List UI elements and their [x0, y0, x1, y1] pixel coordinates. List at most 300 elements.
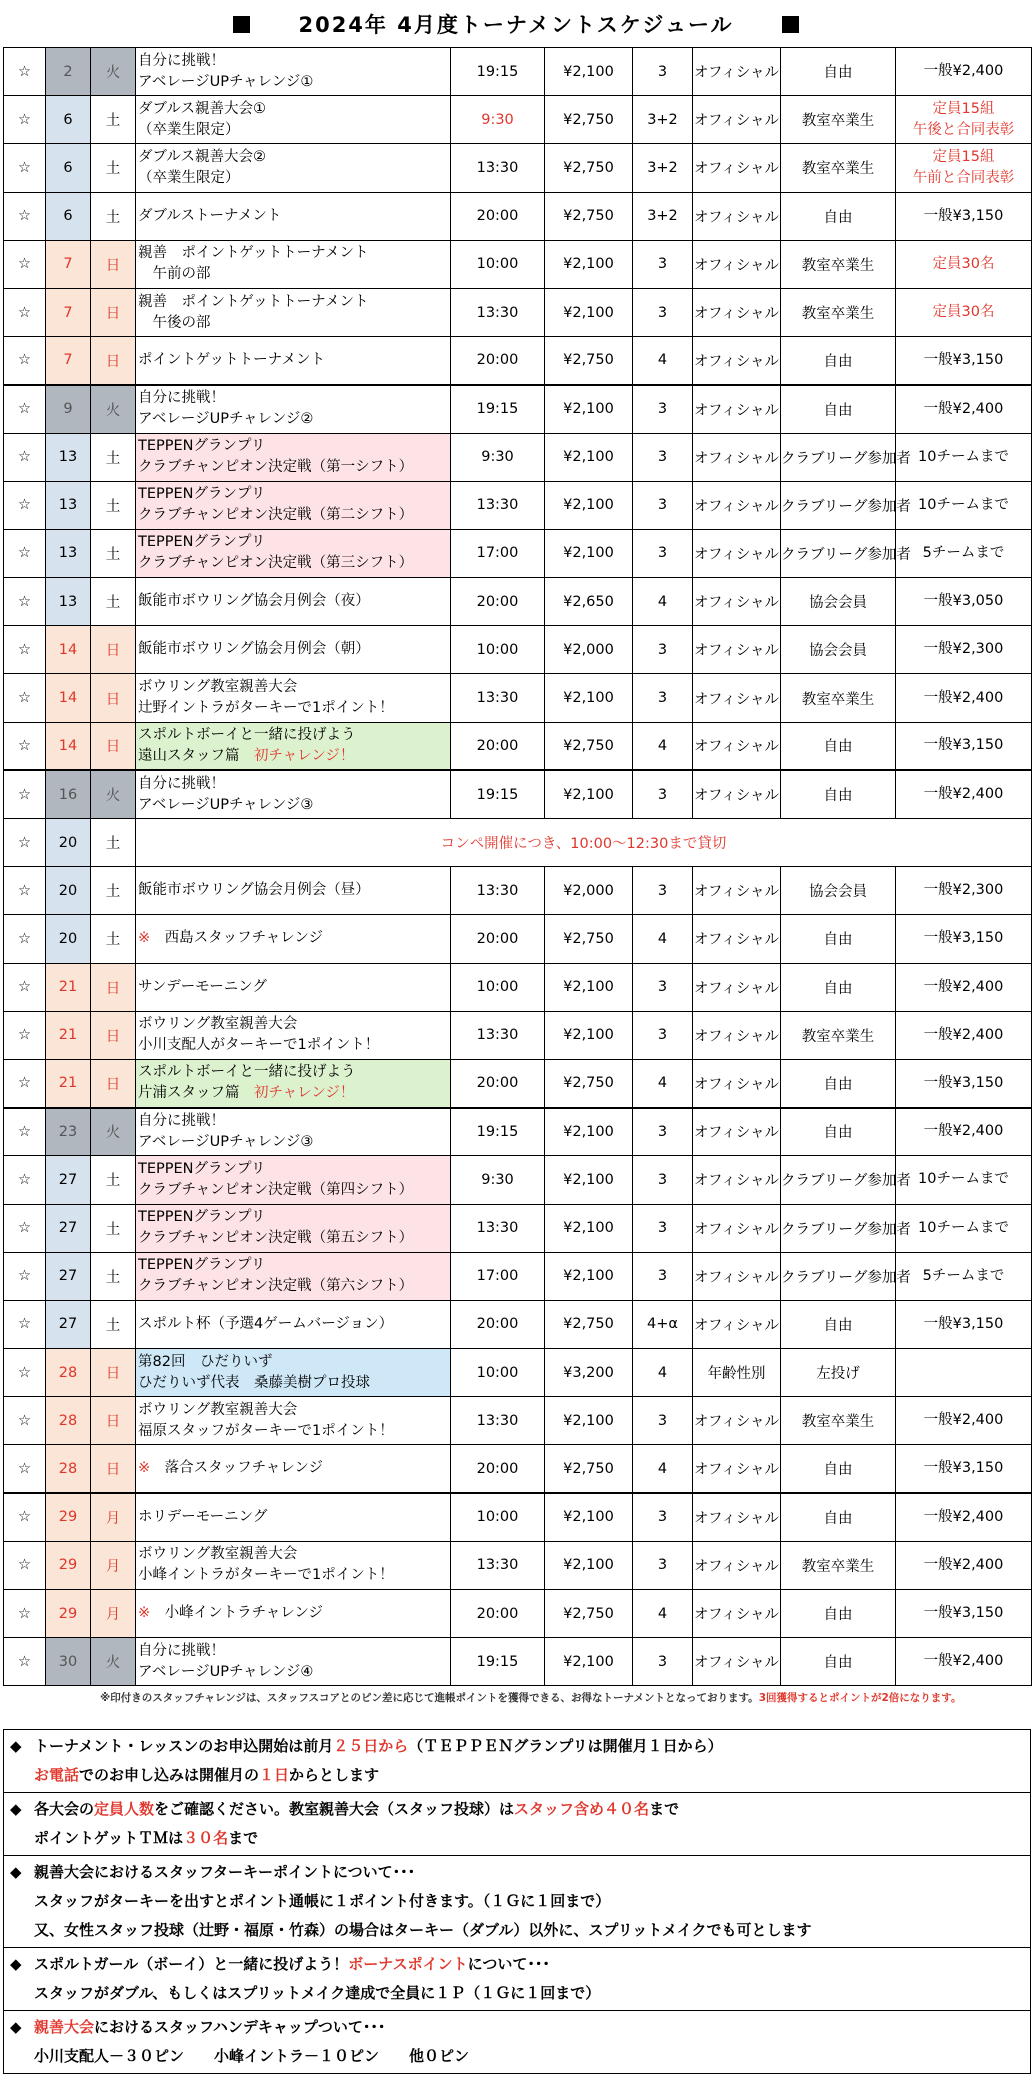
- note-cell: [896, 1011, 1032, 1059]
- target-cell: 協会会員: [781, 578, 896, 626]
- weekday-cell: 日: [91, 963, 136, 1011]
- time-cell: 20:00: [451, 722, 545, 770]
- note-cell: [896, 385, 1032, 433]
- info-cell: [4, 1948, 1031, 2011]
- time-cell: 10:00: [451, 1349, 545, 1397]
- star-icon: ☆: [4, 481, 46, 529]
- lane-cell: オフィシャル: [693, 867, 781, 915]
- day-cell: 14: [46, 674, 91, 722]
- star-icon: ☆: [4, 1493, 46, 1541]
- table-row: [4, 1541, 1032, 1589]
- price-cell: ¥2,750: [545, 1445, 633, 1493]
- info-cell: [4, 2011, 1031, 2074]
- event-name-line: スポルトボーイと一緒に投げよう: [138, 1064, 356, 1081]
- price-cell: ¥2,750: [545, 1590, 633, 1638]
- price-cell: ¥2,100: [545, 1638, 633, 1686]
- time-cell: 20:00: [451, 1059, 545, 1107]
- lane-cell: オフィシャル: [693, 1156, 781, 1204]
- event-name-line: 辻野イントラがターキーで1ポイント！: [138, 700, 394, 717]
- footnote: [100, 1690, 961, 1705]
- lane-cell: オフィシャル: [693, 1108, 781, 1156]
- time-cell: 13:30: [451, 481, 545, 529]
- note-line: 一般¥2,400: [923, 1123, 1004, 1140]
- lane-cell: オフィシャル: [693, 1590, 781, 1638]
- price-cell: ¥3,200: [545, 1349, 633, 1397]
- price-cell: ¥2,100: [545, 1252, 633, 1300]
- day-cell: 21: [46, 1011, 91, 1059]
- info-line: [10, 1950, 1024, 1979]
- star-icon: ☆: [4, 1204, 46, 1252]
- event-name-cell: [136, 915, 451, 963]
- event-name-cell: [136, 144, 451, 192]
- info-text: 親善大会: [34, 2018, 95, 2036]
- price-cell: ¥2,750: [545, 192, 633, 240]
- target-cell: 教室卒業生: [781, 288, 896, 336]
- diamond-icon: ◆: [10, 1737, 22, 1755]
- page-title: [0, 0, 1032, 48]
- table-row: [4, 48, 1032, 96]
- note-line: 一般¥2,400: [923, 786, 1004, 803]
- time-cell: 17:00: [451, 1252, 545, 1300]
- games-cell: 3: [633, 770, 693, 818]
- note-line: 一般¥2,400: [923, 1412, 1004, 1429]
- event-name-line: （卒業生限定）: [138, 169, 240, 186]
- games-cell: 3: [633, 1397, 693, 1445]
- target-cell: 左投げ: [781, 1349, 896, 1397]
- info-row: [4, 1948, 1031, 2011]
- event-name-line: 小峰イントラチャレンジ: [150, 1605, 323, 1622]
- games-cell: 3: [633, 963, 693, 1011]
- star-icon: ☆: [4, 722, 46, 770]
- event-name-line: 自分に挑戦！: [138, 775, 225, 792]
- games-cell: 3: [633, 1638, 693, 1686]
- weekday-cell: 日: [91, 1349, 136, 1397]
- target-cell: 自由: [781, 385, 896, 433]
- weekday-cell: 日: [91, 1397, 136, 1445]
- event-name-cell: [136, 1638, 451, 1686]
- star-icon: ☆: [4, 529, 46, 577]
- event-name-line: サンデーモーニング: [138, 978, 267, 995]
- price-cell: ¥2,100: [545, 1541, 633, 1589]
- games-cell: 4: [633, 578, 693, 626]
- games-cell: 3: [633, 1156, 693, 1204]
- event-name-cell: [136, 674, 451, 722]
- games-cell: 3+2: [633, 192, 693, 240]
- star-icon: ☆: [4, 915, 46, 963]
- day-cell: 23: [46, 1108, 91, 1156]
- info-body: [4, 1730, 1031, 2074]
- price-cell: ¥2,100: [545, 1156, 633, 1204]
- info-text: ３０名: [183, 1829, 229, 1847]
- note-cell: [896, 963, 1032, 1011]
- title-text: 2024年 4月度トーナメントスケジュール: [298, 13, 734, 37]
- note-line: 一般¥3,150: [923, 351, 1004, 368]
- weekday-cell: 月: [91, 1541, 136, 1589]
- games-cell: 3: [633, 240, 693, 288]
- target-cell: 自由: [781, 1638, 896, 1686]
- note-line: 一般¥3,150: [923, 1605, 1004, 1622]
- table-row: [4, 288, 1032, 336]
- games-cell: 3: [633, 1204, 693, 1252]
- info-text: トーナメント・レッスンのお申込開始は前月: [34, 1737, 334, 1755]
- star-icon: ☆: [4, 1300, 46, 1348]
- table-row: [4, 481, 1032, 529]
- lane-cell: オフィシャル: [693, 1493, 781, 1541]
- lane-cell: オフィシャル: [693, 1204, 781, 1252]
- games-cell: 4: [633, 337, 693, 385]
- time-cell: 13:30: [451, 144, 545, 192]
- time-cell: 20:00: [451, 1300, 545, 1348]
- lane-cell: オフィシャル: [693, 1397, 781, 1445]
- games-cell: 3: [633, 48, 693, 96]
- note-cell: [896, 1493, 1032, 1541]
- time-cell: 9:30: [451, 96, 545, 144]
- event-name-line: クラブチャンピオン決定戦（第五シフト）: [138, 1230, 414, 1247]
- weekday-cell: 火: [91, 1108, 136, 1156]
- event-name-cell: [136, 1590, 451, 1638]
- price-cell: ¥2,750: [545, 144, 633, 192]
- event-name-line: アベレージUPチャレンジ④: [138, 1663, 314, 1680]
- day-cell: 7: [46, 337, 91, 385]
- weekday-cell: 土: [91, 433, 136, 481]
- note-line: 一般¥2,300: [923, 641, 1004, 658]
- schedule-table: [3, 47, 1032, 1686]
- event-name-cell: [136, 770, 451, 818]
- lane-cell: オフィシャル: [693, 337, 781, 385]
- table-row: [4, 1252, 1032, 1300]
- time-cell: 10:00: [451, 1493, 545, 1541]
- star-icon: ☆: [4, 1541, 46, 1589]
- info-text: ２５日から: [333, 1737, 409, 1755]
- info-text: スタッフがターキーを出すとポイント通帳に１ポイント付きます。（１Ｇに１回まで）: [34, 1892, 611, 1910]
- note-line: 10チームまで: [918, 448, 1009, 465]
- note-line: 一般¥3,150: [923, 930, 1004, 947]
- event-name-cell: [136, 337, 451, 385]
- time-cell: 20:00: [451, 578, 545, 626]
- table-row: [4, 1590, 1032, 1638]
- weekday-cell: 日: [91, 1445, 136, 1493]
- event-name-line: クラブチャンピオン決定戦（第四シフト）: [138, 1181, 414, 1198]
- table-row: [4, 915, 1032, 963]
- day-cell: 7: [46, 240, 91, 288]
- note-cell: [896, 337, 1032, 385]
- lane-cell: オフィシャル: [693, 915, 781, 963]
- note-cell: [896, 240, 1032, 288]
- star-icon: ☆: [4, 288, 46, 336]
- weekday-cell: 日: [91, 288, 136, 336]
- table-row: [4, 1156, 1032, 1204]
- event-name-line: 飯能市ボウリング協会月例会（昼）: [138, 882, 370, 899]
- note-line: 午前と合同表彰: [912, 169, 1015, 186]
- price-cell: ¥2,650: [545, 578, 633, 626]
- table-row: [4, 770, 1032, 818]
- target-cell: 教室卒業生: [781, 96, 896, 144]
- info-text: からとします: [289, 1766, 380, 1784]
- games-cell: 3: [633, 288, 693, 336]
- price-cell: ¥2,750: [545, 1059, 633, 1107]
- star-icon: ☆: [4, 1397, 46, 1445]
- lane-cell: 年齢性別: [693, 1349, 781, 1397]
- lane-cell: オフィシャル: [693, 1300, 781, 1348]
- table-row: [4, 963, 1032, 1011]
- day-cell: 21: [46, 963, 91, 1011]
- note-line: 一般¥2,300: [923, 882, 1004, 899]
- star-icon: ☆: [4, 48, 46, 96]
- weekday-cell: 土: [91, 1156, 136, 1204]
- target-cell: 協会会員: [781, 867, 896, 915]
- price-cell: ¥2,100: [545, 674, 633, 722]
- info-text: まで: [649, 1800, 680, 1818]
- time-cell: 13:30: [451, 867, 545, 915]
- note-cell: [896, 674, 1032, 722]
- event-name-cell: [136, 288, 451, 336]
- info-text: 各大会の: [34, 1800, 95, 1818]
- info-line: [10, 1824, 1024, 1853]
- day-cell: 13: [46, 578, 91, 626]
- info-text: 小川支配人－３０ピン 小峰イントラ－１０ピン 他０ピン: [34, 2047, 470, 2065]
- lane-cell: オフィシャル: [693, 626, 781, 674]
- info-line: [10, 1732, 1024, 1761]
- event-name-line: クラブチャンピオン決定戦（第六シフト）: [138, 1278, 414, 1295]
- games-cell: 3: [633, 385, 693, 433]
- event-name-cell: [136, 1397, 451, 1445]
- note-cell: [896, 1397, 1032, 1445]
- note-line: 一般¥3,150: [923, 1315, 1004, 1332]
- price-cell: ¥2,750: [545, 915, 633, 963]
- day-cell: 27: [46, 1204, 91, 1252]
- note-cell: [896, 1156, 1032, 1204]
- note-line: 5チームまで: [922, 1267, 1005, 1284]
- note-line: 午後と合同表彰: [912, 121, 1015, 138]
- event-name-line: ダブルス親善大会②: [138, 148, 266, 165]
- weekday-cell: 月: [91, 1590, 136, 1638]
- games-cell: 4: [633, 915, 693, 963]
- event-name-line: スポルト杯（予選4ゲームバージョン）: [138, 1315, 394, 1332]
- event-name-cell: [136, 578, 451, 626]
- lane-cell: オフィシャル: [693, 144, 781, 192]
- price-cell: ¥2,100: [545, 1204, 633, 1252]
- weekday-cell: 月: [91, 1493, 136, 1541]
- event-name-line: TEPPENグランプリ: [138, 486, 266, 503]
- event-name-line: TEPPENグランプリ: [138, 1209, 266, 1226]
- star-icon: ☆: [4, 578, 46, 626]
- event-name-line: 自分に挑戦！: [138, 1642, 225, 1659]
- target-cell: 教室卒業生: [781, 1541, 896, 1589]
- weekday-cell: 土: [91, 1204, 136, 1252]
- diamond-icon: ◆: [10, 1800, 22, 1818]
- table-row: [4, 385, 1032, 433]
- price-cell: ¥2,100: [545, 288, 633, 336]
- info-line: [10, 1979, 1024, 2008]
- info-line: [10, 1761, 1024, 1790]
- note-cell: [896, 481, 1032, 529]
- star-icon: ☆: [4, 626, 46, 674]
- target-cell: 自由: [781, 48, 896, 96]
- games-cell: 4+α: [633, 1300, 693, 1348]
- info-cell: [4, 1793, 1031, 1856]
- event-name-line: ボウリング教室親善大会: [138, 1016, 298, 1033]
- price-cell: ¥2,100: [545, 240, 633, 288]
- day-cell: 13: [46, 481, 91, 529]
- info-line: [10, 2042, 1024, 2071]
- price-cell: ¥2,100: [545, 1493, 633, 1541]
- note-cell: [896, 1108, 1032, 1156]
- day-cell: 13: [46, 433, 91, 481]
- time-cell: 13:30: [451, 1204, 545, 1252]
- note-line: 一般¥2,400: [923, 689, 1004, 706]
- event-name-line: ボウリング教室親善大会: [138, 679, 298, 696]
- info-text: 又、女性スタッフ投球（辻野・福原・竹森）の場合はターキー（ダブル）以外に、スプリットメイクでも可とします: [34, 1921, 812, 1939]
- event-name-line: ダブルス親善大会①: [138, 100, 266, 117]
- event-name-line: アベレージUPチャレンジ③: [138, 796, 314, 813]
- star-icon: ☆: [4, 433, 46, 481]
- info-row: [4, 1793, 1031, 1856]
- weekday-cell: 土: [91, 144, 136, 192]
- time-cell: 20:00: [451, 337, 545, 385]
- target-cell: クラブリーグ参加者: [781, 529, 896, 577]
- table-row: [4, 626, 1032, 674]
- event-name-line: 自分に挑戦！: [138, 390, 225, 407]
- info-cell: [4, 1730, 1031, 1793]
- star-icon: ☆: [4, 1349, 46, 1397]
- games-cell: 3: [633, 433, 693, 481]
- star-icon: ☆: [4, 385, 46, 433]
- weekday-cell: 土: [91, 1252, 136, 1300]
- games-cell: 3: [633, 529, 693, 577]
- target-cell: 教室卒業生: [781, 240, 896, 288]
- target-cell: 自由: [781, 1300, 896, 1348]
- weekday-cell: 日: [91, 674, 136, 722]
- table-row: [4, 96, 1032, 144]
- star-icon: ☆: [4, 144, 46, 192]
- note-cell: [896, 48, 1032, 96]
- info-line: [10, 2013, 1024, 2042]
- note-cell: [896, 1204, 1032, 1252]
- note-cell: [896, 867, 1032, 915]
- note-cell: [896, 722, 1032, 770]
- diamond-icon: ◆: [10, 2018, 22, 2036]
- note-line: 10チームまで: [918, 1171, 1009, 1188]
- day-cell: 2: [46, 48, 91, 96]
- star-icon: ☆: [4, 1590, 46, 1638]
- star-icon: ☆: [4, 337, 46, 385]
- note-line: 一般¥2,400: [923, 1026, 1004, 1043]
- lane-cell: オフィシャル: [693, 674, 781, 722]
- star-icon: ☆: [4, 674, 46, 722]
- weekday-cell: 火: [91, 1638, 136, 1686]
- day-cell: 27: [46, 1300, 91, 1348]
- event-name-cell: [136, 963, 451, 1011]
- table-row: [4, 1397, 1032, 1445]
- event-name-line: クラブチャンピオン決定戦（第二シフト）: [138, 507, 414, 524]
- note-line: 一般¥2,400: [923, 63, 1004, 80]
- time-cell: 9:30: [451, 1156, 545, 1204]
- time-cell: 20:00: [451, 1445, 545, 1493]
- event-name-cell: [136, 1059, 451, 1107]
- event-name-cell: [136, 1300, 451, 1348]
- weekday-cell: 火: [91, 385, 136, 433]
- table-row: [4, 1349, 1032, 1397]
- target-cell: 自由: [781, 963, 896, 1011]
- info-row: [4, 2011, 1031, 2074]
- event-name-line: アベレージUPチャレンジ③: [138, 1133, 314, 1150]
- note-cell: [896, 1445, 1032, 1493]
- time-cell: 19:15: [451, 1638, 545, 1686]
- note-line: 定員30名: [932, 255, 995, 272]
- time-cell: 20:00: [451, 915, 545, 963]
- note-line: 定員15組: [932, 148, 995, 165]
- target-cell: 自由: [781, 192, 896, 240]
- weekday-cell: 土: [91, 96, 136, 144]
- info-text: について･･･: [467, 1955, 550, 1973]
- info-text: お電話: [34, 1766, 80, 1784]
- note-line: 一般¥2,400: [923, 400, 1004, 417]
- price-cell: ¥2,750: [545, 722, 633, 770]
- event-name-line: 福原スタッフがターキーで1ポイント！: [138, 1422, 394, 1439]
- event-name-line: TEPPENグランプリ: [138, 438, 266, 455]
- target-cell: 協会会員: [781, 626, 896, 674]
- time-cell: 10:00: [451, 626, 545, 674]
- time-cell: 17:00: [451, 529, 545, 577]
- table-row: [4, 819, 1032, 867]
- table-row: [4, 578, 1032, 626]
- time-cell: 13:30: [451, 1011, 545, 1059]
- price-cell: ¥2,100: [545, 1108, 633, 1156]
- note-cell: [896, 1252, 1032, 1300]
- day-cell: 20: [46, 867, 91, 915]
- weekday-cell: 日: [91, 722, 136, 770]
- weekday-cell: 土: [91, 867, 136, 915]
- note-line: 一般¥3,150: [923, 1074, 1004, 1091]
- day-cell: 28: [46, 1445, 91, 1493]
- footnote-red: 3回獲得するとポイントが2倍になります。: [758, 1692, 962, 1704]
- event-name-line: 片浦スタッフ篇: [138, 1085, 254, 1102]
- footnote-main: ※印付きのスタッフチャレンジは、スタッフスコアとのピン差に応じて進帳ポイントを獲得できる、お得なトーナメントとなっております。: [100, 1692, 759, 1704]
- table-row: [4, 1493, 1032, 1541]
- lane-cell: オフィシャル: [693, 481, 781, 529]
- info-text: におけるスタッフハンデキャップついて･･･: [94, 2018, 386, 2036]
- price-cell: ¥2,750: [545, 96, 633, 144]
- weekday-cell: 日: [91, 1011, 136, 1059]
- note-line: 一般¥3,150: [923, 737, 1004, 754]
- games-cell: 3: [633, 867, 693, 915]
- info-text: をご確認ください。教室親善大会（スタッフ投球）は: [154, 1800, 515, 1818]
- games-cell: 3: [633, 481, 693, 529]
- table-row: [4, 240, 1032, 288]
- price-cell: ¥2,000: [545, 867, 633, 915]
- event-name-line: 第82回 ひだりいず: [138, 1353, 273, 1370]
- weekday-cell: 土: [91, 1300, 136, 1348]
- note-cell: [896, 626, 1032, 674]
- games-cell: 4: [633, 722, 693, 770]
- weekday-cell: 日: [91, 626, 136, 674]
- event-name-line: ポイントゲットトーナメント: [138, 351, 326, 368]
- time-cell: 10:00: [451, 240, 545, 288]
- day-cell: 28: [46, 1349, 91, 1397]
- diamond-icon: ◆: [10, 1863, 22, 1881]
- lane-cell: オフィシャル: [693, 433, 781, 481]
- lane-cell: オフィシャル: [693, 1059, 781, 1107]
- table-row: [4, 722, 1032, 770]
- target-cell: 教室卒業生: [781, 1011, 896, 1059]
- event-name-line: クラブチャンピオン決定戦（第一シフト）: [138, 459, 414, 476]
- event-name-line: 自分に挑戦！: [138, 52, 225, 69]
- time-cell: 10:00: [451, 963, 545, 1011]
- table-row: [4, 674, 1032, 722]
- lane-cell: オフィシャル: [693, 1252, 781, 1300]
- event-name-line: 飯能市ボウリング協会月例会（夜）: [138, 593, 370, 610]
- challenge-text: 初チャレンジ！: [254, 747, 355, 764]
